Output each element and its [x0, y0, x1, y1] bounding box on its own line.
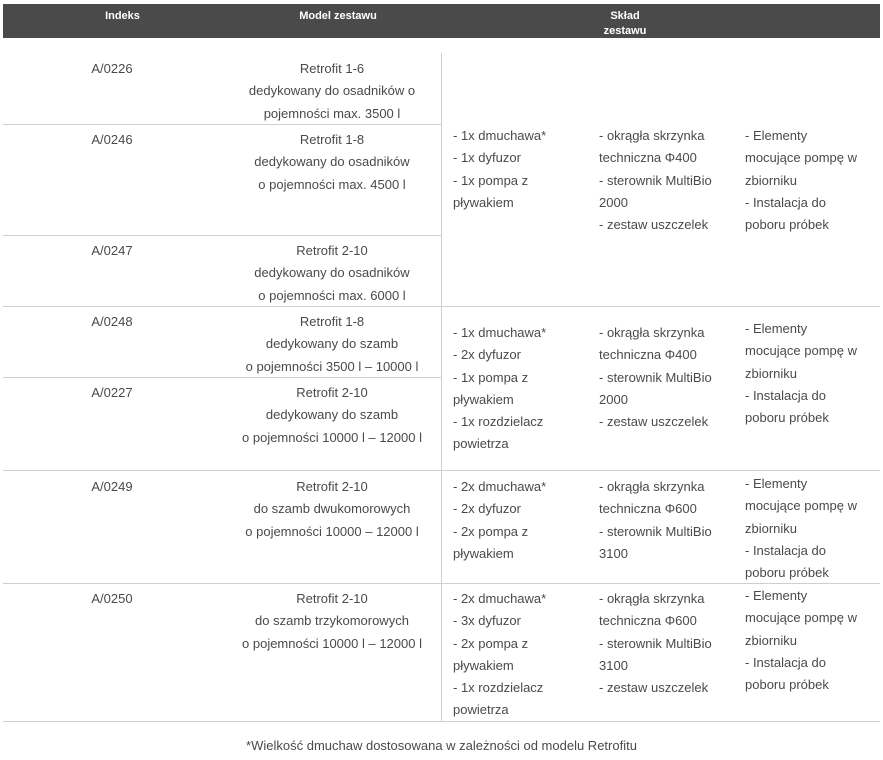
components-list: [599, 476, 712, 565]
row-model: [222, 240, 442, 307]
component-item: zbiorniku: [745, 365, 798, 381]
table-header: [3, 4, 880, 38]
model-line: dedykowany do osadników: [254, 265, 410, 281]
model-line: dedykowany do osadników o: [248, 83, 416, 99]
components-list: [599, 588, 712, 699]
model-line: dedykowany do osadników: [254, 154, 410, 170]
component-item: pływakiem: [453, 545, 514, 561]
model-line: o pojemności max. 4500 l: [258, 176, 406, 192]
component-item: - sterownik MultiBio: [599, 369, 712, 385]
component-item: - 1x dyfuzor: [453, 150, 521, 166]
component-item: - zestaw uszczelek: [599, 414, 709, 430]
header-sklad-line2: zestawu: [603, 25, 647, 37]
component-item: - Instalacja do: [745, 194, 826, 210]
component-item: - Elementy: [745, 321, 808, 336]
model-line: o pojemności 10000 l – 12000 l: [242, 429, 422, 445]
row-divider: [3, 235, 441, 236]
component-item: - Instalacja do: [745, 387, 826, 403]
row-model: [222, 476, 442, 543]
component-item: poboru próbek: [745, 565, 829, 581]
component-item: - 2x dmuchawa*: [453, 591, 547, 606]
component-item: - zestaw uszczelek: [599, 217, 709, 233]
component-item: 2000: [599, 194, 628, 210]
components-list: [453, 588, 546, 722]
component-item: - 2x dyfuzor: [453, 501, 521, 517]
footnote: *Wielkość dmuchaw dostosowana w zależności od modelu Retrofitu: [246, 738, 637, 753]
component-item: - 1x pompa z: [453, 172, 529, 188]
component-item: - okrągła skrzynka: [599, 128, 705, 143]
component-item: mocujące pompę w: [745, 498, 857, 514]
row-divider: [3, 470, 880, 471]
component-item: - 2x dmuchawa*: [453, 479, 547, 494]
component-item: - zestaw uszczelek: [599, 680, 709, 696]
model-line: Retrofit 1-8: [299, 314, 365, 329]
component-item: pływakiem: [453, 657, 514, 673]
model-line: dedykowany do szamb: [265, 336, 399, 352]
component-item: - sterownik MultiBio: [599, 635, 712, 651]
row-index: A/0247: [91, 243, 133, 258]
component-item: 3100: [599, 545, 628, 561]
components-list: [453, 476, 546, 565]
row-divider: [3, 721, 880, 722]
component-item: zbiorniku: [745, 632, 798, 648]
model-line: dedykowany do szamb: [265, 407, 399, 423]
component-item: - Elementy: [745, 128, 808, 143]
row-model: [222, 382, 442, 449]
component-item: - 3x dyfuzor: [453, 613, 521, 629]
component-item: - 1x pompa z: [453, 369, 529, 385]
header-sklad-line1: Skład: [610, 10, 640, 22]
component-item: poboru próbek: [745, 410, 829, 426]
header-indeks: Indeks: [105, 10, 140, 22]
components-list: [745, 318, 857, 429]
component-item: techniczna Φ400: [599, 150, 697, 166]
model-line: Retrofit 2-10: [296, 243, 368, 258]
row-model: [222, 588, 442, 655]
header-model: Model zestawu: [299, 10, 377, 22]
components-list: [453, 322, 546, 456]
header-sklad: [585, 9, 665, 39]
component-item: - 1x dmuchawa*: [453, 128, 547, 143]
component-item: mocujące pompę w: [745, 610, 857, 626]
components-list: [599, 125, 712, 236]
component-item: - okrągła skrzynka: [599, 479, 705, 494]
model-line: pojemności max. 3500 l: [263, 105, 401, 121]
model-line: o pojemności 10000 – 12000 l: [245, 523, 419, 539]
model-line: o pojemności 10000 l – 12000 l: [242, 635, 422, 651]
component-item: techniczna Φ400: [599, 347, 697, 363]
component-item: - 2x pompa z: [453, 523, 529, 539]
component-item: pływakiem: [453, 194, 514, 210]
component-item: poboru próbek: [745, 677, 829, 693]
component-item: - 1x rozdzielacz: [453, 414, 544, 430]
row-index: A/0249: [91, 479, 133, 494]
model-line: o pojemności 3500 l – 10000 l: [245, 358, 419, 374]
component-item: - 2x pompa z: [453, 635, 529, 651]
row-model: [222, 311, 442, 378]
model-line: Retrofit 1-8: [299, 132, 365, 147]
model-line: Retrofit 1-6: [299, 61, 365, 76]
component-item: - sterownik MultiBio: [599, 523, 712, 539]
component-item: powietrza: [453, 436, 509, 452]
component-item: 3100: [599, 657, 628, 673]
row-index: A/0248: [91, 314, 133, 329]
row-index: A/0246: [91, 132, 133, 147]
model-line: do szamb trzykomorowych: [255, 613, 409, 629]
component-item: powietrza: [453, 702, 509, 718]
row-model: [222, 58, 442, 125]
component-item: zbiorniku: [745, 172, 798, 188]
components-list: [745, 585, 857, 696]
component-item: - okrągła skrzynka: [599, 325, 705, 340]
component-item: - Elementy: [745, 588, 808, 603]
component-item: poboru próbek: [745, 217, 829, 233]
component-item: - 1x rozdzielacz: [453, 680, 544, 696]
model-line: Retrofit 2-10: [296, 591, 368, 606]
model-line: Retrofit 2-10: [296, 479, 368, 494]
component-item: - sterownik MultiBio: [599, 172, 712, 188]
component-item: - Instalacja do: [745, 654, 826, 670]
component-item: mocujące pompę w: [745, 343, 857, 359]
components-list: [599, 322, 712, 433]
row-index: A/0227: [91, 385, 133, 400]
component-item: - 1x dmuchawa*: [453, 325, 547, 340]
component-item: - 2x dyfuzor: [453, 347, 521, 363]
component-item: zbiorniku: [745, 520, 798, 536]
components-list: [745, 473, 857, 584]
model-line: Retrofit 2-10: [296, 385, 368, 400]
components-list: [453, 125, 546, 214]
component-item: techniczna Φ600: [599, 501, 697, 517]
component-item: - Instalacja do: [745, 542, 826, 558]
components-list: [745, 125, 857, 236]
component-item: 2000: [599, 391, 628, 407]
component-item: pływakiem: [453, 391, 514, 407]
component-item: - okrągła skrzynka: [599, 591, 705, 606]
row-model: [222, 129, 442, 196]
model-line: o pojemności max. 6000 l: [258, 287, 406, 303]
component-item: - Elementy: [745, 476, 808, 491]
component-item: mocujące pompę w: [745, 150, 857, 166]
row-index: A/0250: [91, 591, 133, 606]
row-index: A/0226: [91, 61, 133, 76]
component-item: techniczna Φ600: [599, 613, 697, 629]
model-line: do szamb dwukomorowych: [253, 501, 411, 517]
